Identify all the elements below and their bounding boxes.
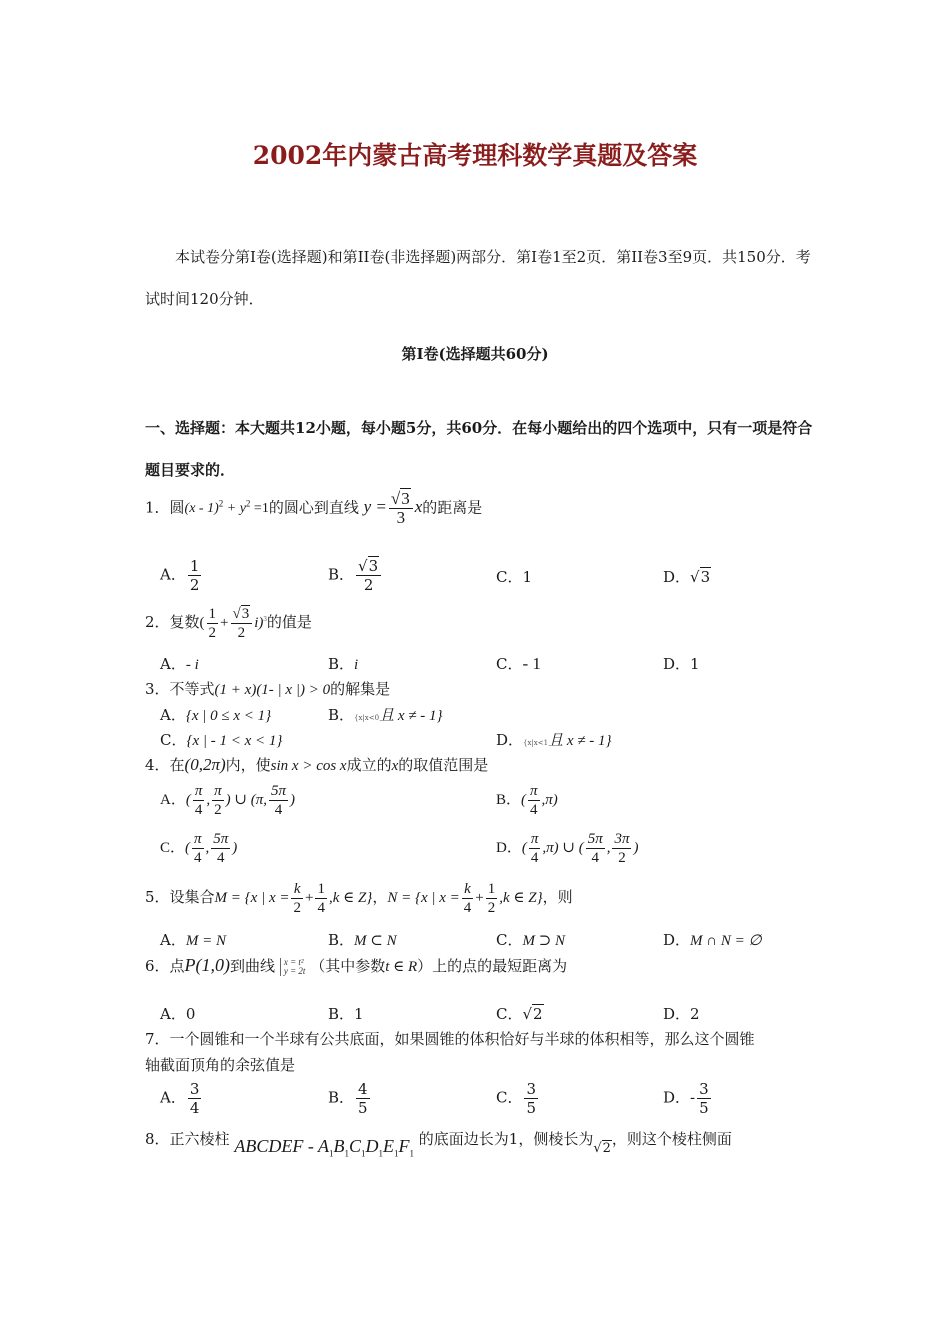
question-6-stem: 6．点P(1,0)到曲线 x = t² y = 2t （其中参数t ∈ R）上的点的最短距离为	[145, 955, 568, 976]
q3-option-a[interactable]: A．{x | 0 ≤ x < 1}	[160, 706, 272, 724]
q6-option-c[interactable]: C．√2	[496, 1005, 543, 1023]
q1-tail: 的距离是	[422, 498, 483, 517]
q4-option-b[interactable]: B．( $\frac{\pi}{4}$ ,π)	[496, 783, 558, 818]
q1-number: 1．圆	[145, 498, 185, 517]
q5-option-a[interactable]: A．M = N	[160, 931, 226, 949]
q4-option-c[interactable]: C．( $\frac{\pi}{4}$ , $\frac{5\pi}{4}$ )	[160, 831, 238, 866]
q3-option-c[interactable]: C．{x | - 1 < x < 1}	[160, 731, 283, 749]
section-instructions: 一、选择题：本大题共12小题，每小题5分，共60分．在每小题给出的四个选项中，只有一项是符合题目要求的．	[145, 419, 813, 479]
intro-paragraph: 本试卷分第Ⅰ卷(选择题)和第II卷(非选择题)两部分．第Ⅰ卷1至2页．第II卷3至9页．共150分．考试时间120分钟．	[145, 248, 811, 308]
q3-inequality: (1 + x)(1- | x |) > 0	[214, 682, 331, 698]
q3-option-b[interactable]: B．{x|x<0且 x ≠ - 1}	[328, 706, 443, 724]
question-1-stem	[145, 490, 482, 527]
question-2-stem: 2．复数( $\frac{1}{2}$ + $\frac{√3}{2}$ i)$^3$的值是	[145, 606, 312, 641]
q4-option-a[interactable]: A．( $\frac{\pi}{4}$ , $\frac{\pi}{2}$ ) ∪ (π, $\frac{5\pi}{4}$ )	[160, 783, 295, 818]
question-4-stem: 4．在(0,2π)内，使sin x > cos x成立的x的取值范围是	[145, 755, 489, 774]
q1-mid-text: 的圆心到直线	[268, 498, 359, 517]
question-3-stem: 3．不等式(1 + x)(1- | x |) > 0的解集是	[145, 680, 391, 698]
q5-option-c[interactable]: C．M ⊃ N	[496, 931, 566, 949]
q5-option-d[interactable]: D．M ∩ N = ∅	[663, 931, 762, 949]
q6-option-a[interactable]: A．0	[160, 1005, 196, 1023]
q1-line-equation: y = $\frac{√3}{3}$ x	[363, 489, 423, 527]
q2-option-c[interactable]: C．- 1	[496, 654, 541, 673]
q6-option-d[interactable]: D．2	[663, 1005, 700, 1023]
q6-curve-equations: x = t² y = 2t	[280, 958, 306, 976]
q3-option-d[interactable]: D．{x|x<1且 x ≠ - 1}	[496, 731, 612, 749]
q1-option-b[interactable]: B． $\frac{√3}{2}$	[328, 557, 383, 594]
q7-option-b[interactable]: B． $\frac{4}{5}$	[328, 1080, 368, 1117]
q1-option-a[interactable]: A． $\frac{1}{2}$	[160, 557, 200, 594]
part-title: 第Ⅰ卷(选择题共60分)	[401, 345, 549, 363]
q7-option-a[interactable]: A． $\frac{3}{4}$	[160, 1080, 200, 1117]
page-title: 2002年内蒙古高考理科数学真题及答案	[252, 141, 698, 170]
q1-circle-equation: $(x - 1)^2 + y^2 =1$	[184, 498, 269, 517]
q2-option-b[interactable]: B．i	[328, 655, 359, 673]
q2-option-d[interactable]: D．1	[663, 655, 700, 673]
q1-option-c[interactable]: C．1	[496, 568, 533, 586]
q6-option-b[interactable]: B．1	[328, 1005, 364, 1023]
q5-set-m: M = {x | x = $\frac{k}{2}$ + $\frac{1}{4}$ ,k ∈ Z}	[214, 881, 373, 916]
q5-option-b[interactable]: B．M ⊂ N	[328, 931, 397, 949]
question-5-stem: 5．设集合M = {x | x = $\frac{k}{2}$ + $\frac{1}{4}$ ,k ∈ Z}，N = {x | x = $\frac{k}{4}$ + $\frac{1}{2}$ ,k ∈ Z}，则	[145, 881, 573, 916]
question-8-stem: 8．正六棱柱 ABCDEF - $A_1B_1C_1D_1E_1F_1$ 的底面边长为1，侧棱长为√2，则这个棱柱侧面	[145, 1130, 732, 1159]
q1-option-d[interactable]: D．√3	[663, 568, 711, 586]
q7-option-d[interactable]: D．- $\frac{3}{5}$	[663, 1080, 709, 1117]
q8-prism-name: ABCDEF - $A_1B_1C_1D_1E_1F_1$	[234, 1136, 414, 1159]
q5-set-n: N = {x | x = $\frac{k}{4}$ + $\frac{1}{2}$ ,k ∈ Z}	[387, 881, 543, 916]
question-7-stem-line-2: 轴截面顶角的余弦值是	[145, 1056, 296, 1074]
q2-expression: ( $\frac{1}{2}$ + $\frac{√3}{2}$ i)$^3$	[199, 606, 267, 641]
q2-option-a[interactable]: A．- i	[160, 655, 199, 673]
question-7-stem-line-1: 7．一个圆锥和一个半球有公共底面，如果圆锥的体积恰好与半球的体积相等，那么这个圆锥	[145, 1030, 755, 1048]
q7-option-c[interactable]: C． $\frac{3}{5}$	[496, 1080, 537, 1117]
q4-option-d[interactable]: D．( $\frac{\pi}{4}$ ,π) ∪ ( $\frac{5\pi}{4}$ , $\frac{3\pi}{2}$ )	[496, 831, 639, 866]
